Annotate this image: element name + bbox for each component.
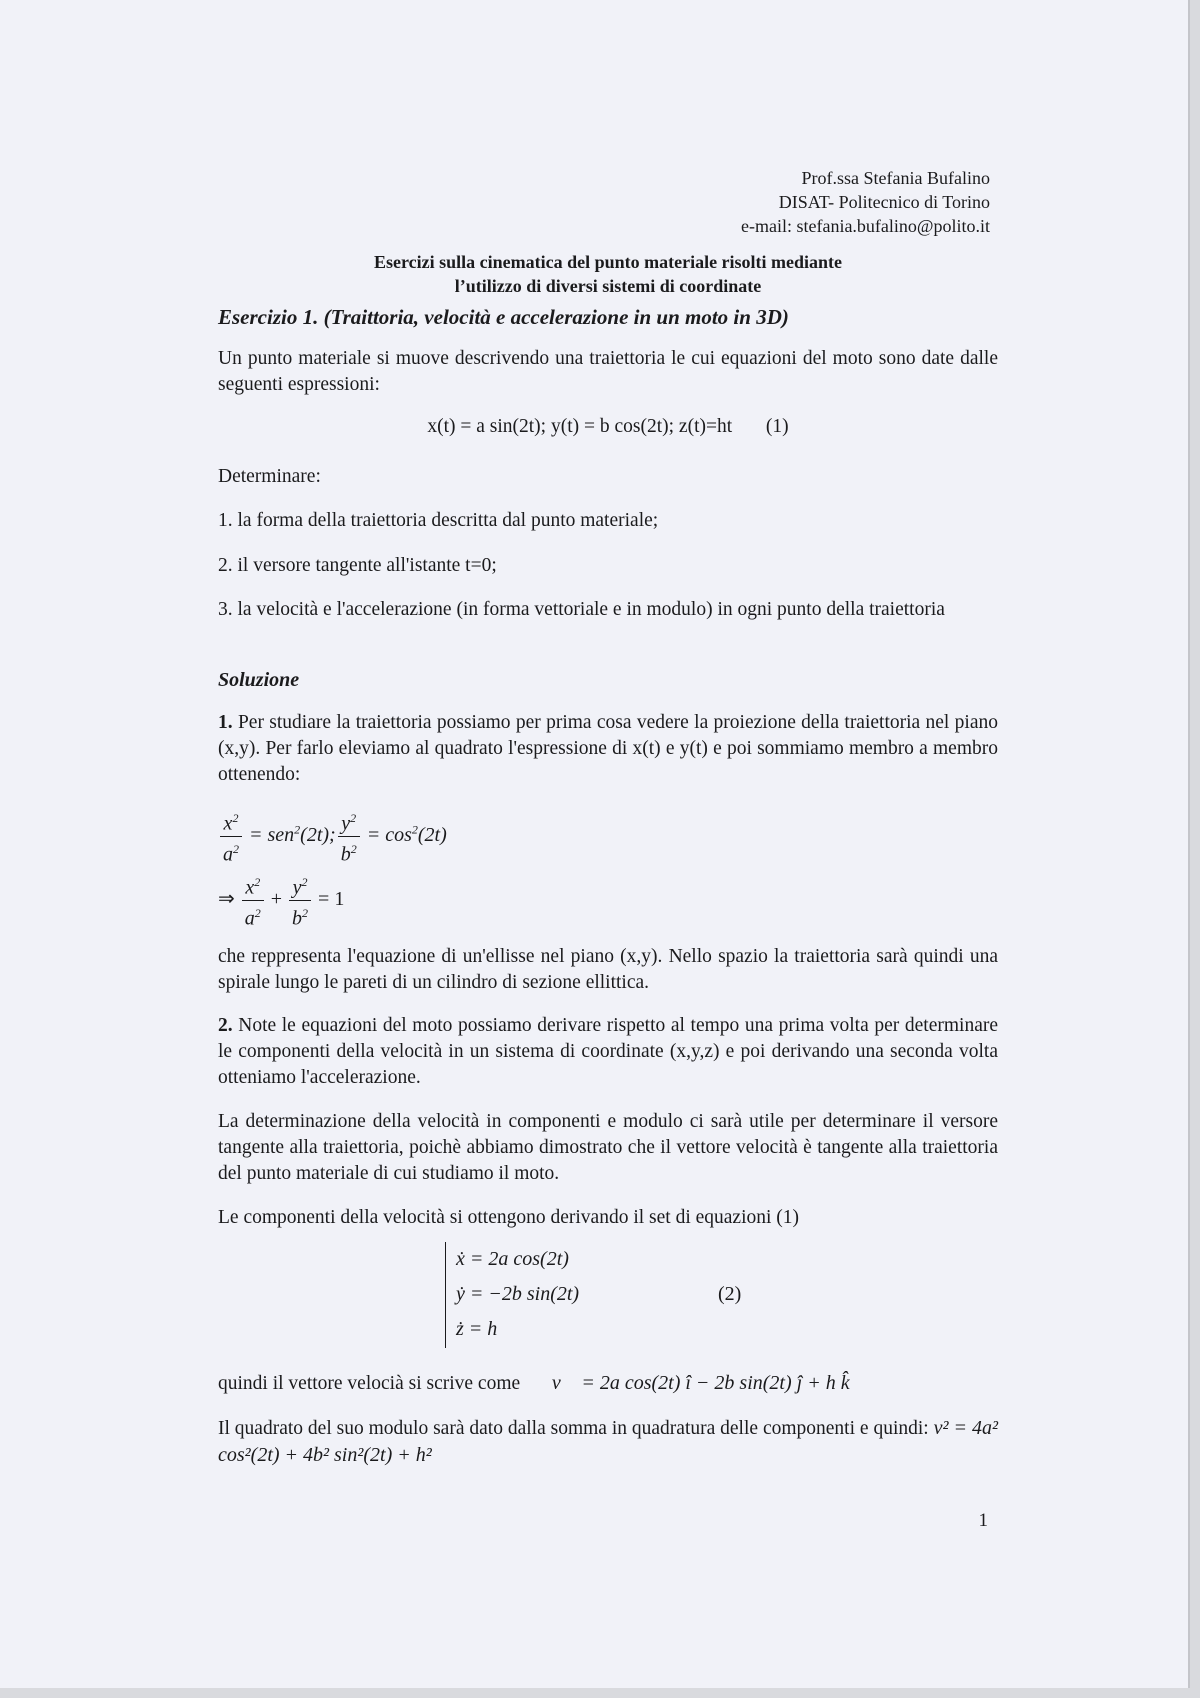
fraction-y-b: $\frac{y^2}{b^2}$ [338, 806, 360, 866]
determine-label: Determinare: [218, 466, 321, 487]
ellipse-equation-1: $\frac{x^2}{a^2}$ = sen$^2$(2t); $\frac{y^2}{b^2}$ = $\cos^2(2t)$ [218, 806, 998, 866]
author-email: e-mail: stefania.bufalino@polito.it [740, 216, 990, 236]
ellipse-conclusion: che reppresenta l'equazione di un'ellisse nel piano (x,y). Nello spazio la traiettoria sarà quindi una spirale lungo le pareti di un cilindro di sezione ellittica. [218, 946, 998, 993]
task-3: 3. la velocità e l'accelerazione (in forma vettoriale e in modulo) in ogni punto della traiettoria [218, 599, 945, 620]
velocity-vector-equation: v⃗ = 2a cos(2t) î − 2b sin(2t) ĵ + h k̂ [551, 1372, 850, 1394]
exercise-heading: Esercizio 1. (Traittoria, velocità e accelerazione in un moto in 3D) [218, 305, 789, 329]
author-header [741, 166, 990, 238]
solution-heading: Soluzione [218, 669, 300, 691]
solution-paragraph-3: La determinazione della velocità in componenti e modulo ci sarà utile per determinare il versore tangente alla traiettoria, poichè abbiamo dimostrato che il vettore velocità è tangente alla traiettoria del punto materiale di cui studiamo il moto. [218, 1111, 998, 1184]
task-1: 1. la forma della traiettoria descritta dal punto materiale; [218, 510, 659, 531]
ellipse-equation-2: ⇒ $\frac{x^2}{a^2}$ + $\frac{y^2}{b^2}$ = 1 [218, 870, 998, 930]
author-affiliation: DISAT- Politecnico di Torino [778, 192, 990, 212]
solution-text-2: Note le equazioni del moto possiamo derivare rispetto al tempo una prima volta per determinare le componenti della velocità in un sistema di coordinate (x,y,z) e poi derivando una seconda volta otteniamo l'accelerazione. [218, 1015, 998, 1088]
equation-number-2: (2) [718, 1283, 742, 1305]
velocity-components-system [445, 1242, 579, 1348]
solution-paragraph-1 [218, 710, 998, 788]
title-line-2: l’utilizzo di diversi sistemi di coordinate [454, 276, 762, 296]
velocity-modulus-equation: v² = 4a² cos²(2t) + 4b² sin²(2t) + h² [218, 1417, 998, 1466]
title-line-1: Esercizi sulla cinematica del punto materiale risolti mediante [373, 252, 843, 272]
step-number-2: 2. [218, 1015, 233, 1036]
document-title [218, 250, 998, 298]
page-number: 1 [978, 1510, 988, 1531]
solution-paragraph-2 [218, 1013, 998, 1091]
author-name: Prof.ssa Stefania Bufalino [801, 168, 990, 188]
solution-text-1: Per studiare la traiettoria possiamo per prima cosa vedere la proiezione della traiettoria nel piano (x,y). Per farlo eleviamo al quadrato l'espressione di x(t) e y(t) e poi sommiamo membro a membro ottenendo: [218, 712, 998, 785]
velocity-modulus-paragraph [218, 1415, 998, 1469]
equation-number-1: (1) [765, 416, 789, 437]
exercise-intro: Un punto materiale si muove descrivendo una traiettoria le cui equazioni del moto sono date dalle seguenti espressioni: [218, 348, 998, 395]
step-number-1: 1. [218, 712, 233, 733]
velocity-vector-line [218, 1370, 998, 1397]
solution-paragraph-4: Le componenti della velocità si ottengono derivando il set di equazioni (1) [218, 1207, 800, 1228]
velocity-vector-prefix: quindi il vettore velocià si scrive come [218, 1373, 521, 1394]
fraction-x-a: $\frac{x^2}{a^2}$ [220, 806, 242, 866]
velocity-z-component: ż = h [456, 1318, 498, 1340]
motion-equation [218, 414, 998, 440]
velocity-x-component: ẋ = 2a cos(2t) [456, 1248, 569, 1270]
motion-equation-text: x(t) = a sin(2t); y(t) = b cos(2t); z(t)=ht [427, 416, 733, 437]
task-2: 2. il versore tangente all'istante t=0; [218, 555, 497, 576]
velocity-modulus-text: Il quadrato del suo modulo sarà dato dalla somma in quadratura delle componenti e quindi: [218, 1418, 929, 1439]
velocity-y-component: ẏ = −2b sin(2t) [456, 1283, 580, 1305]
